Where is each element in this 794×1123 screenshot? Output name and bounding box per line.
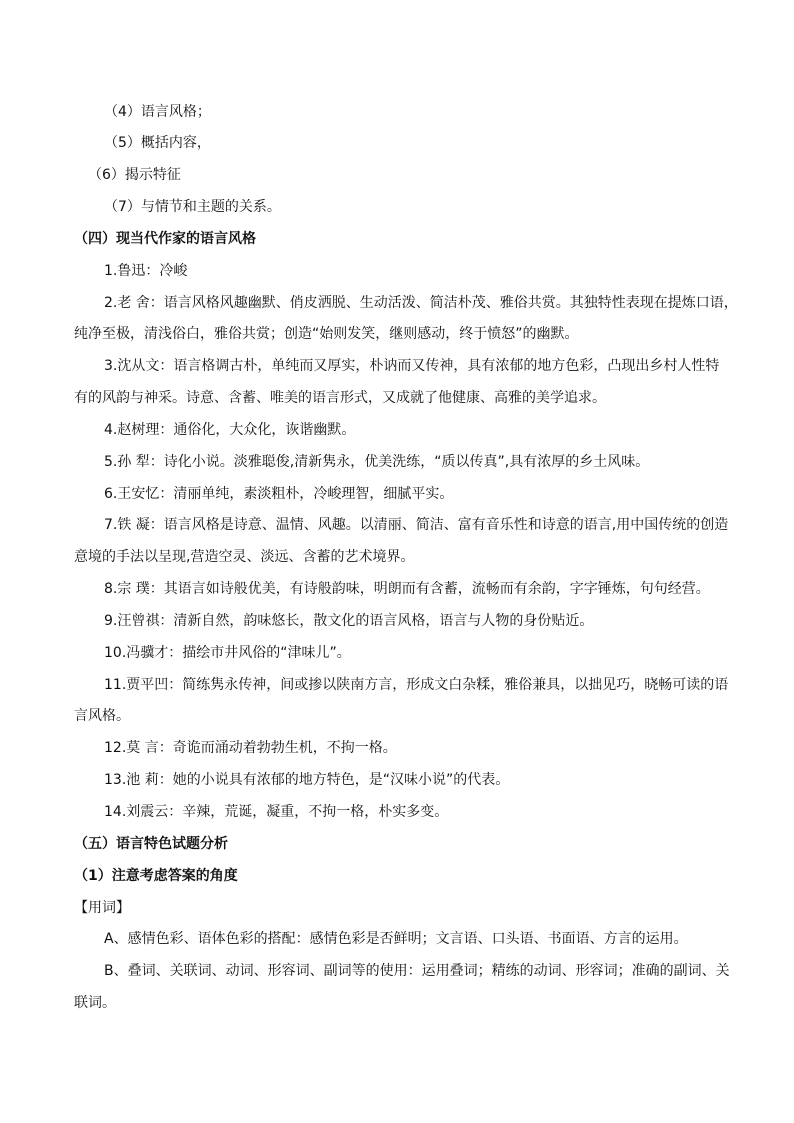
writer-lao-she-line1: 2.老 舍：语言风格风趣幽默、俏皮洒脱、生动活泼、简洁朴茂、雅俗共赏。其独特性表现在提炼口语，: [104, 295, 738, 311]
writer-zong-pu: 8.宗 璞：其语言如诗般优美，有诗般韵味，明朗而有含蓄，流畅而有余韵，字字锤炼，句句经营。: [104, 581, 710, 597]
writer-lao-she-line2: 纯净至极，清浅俗白，雅俗共赏；创造“始则发笑，继则感动，终于愤怒”的幽默。: [74, 326, 579, 342]
writer-mo-yan: 12.莫 言：奇诡而涌动着勃勃生机，不拘一格。: [104, 740, 397, 756]
writer-chi-li: 13.池 莉：她的小说具有浓郁的地方特色，是“汉味小说”的代表。: [104, 772, 510, 788]
intro-item-4: （4）语言风格；: [104, 104, 211, 120]
yongci-item-b-line2: 联词。: [74, 995, 116, 1011]
intro-item-5: （5）概括内容，: [104, 135, 211, 151]
writer-feng-jicai: 10.冯骥才：描绘市井风俗的“津味儿”。: [104, 645, 351, 661]
section-5-heading: （五）语言特色试题分析: [74, 836, 228, 852]
yongci-item-b-line1: B、叠词、关联词、动词、形容词、副词等的使用：运用叠词；精练的动词、形容词；准确的副词、关: [104, 963, 730, 979]
yongci-item-a: A、感情色彩、语体色彩的搭配：感情色彩是否鲜明；文言语、口头语、书面语、方言的运用。: [104, 931, 688, 947]
writer-jia-pingwa-line2: 言风格。: [74, 708, 130, 724]
intro-item-6: （6）揭示特征: [88, 167, 181, 183]
writer-shen-congwen-line2: 有的风韵与神采。诗意、含蓄、唯美的语言形式，又成就了他健康、高雅的美学追求。: [74, 390, 606, 406]
writer-jia-pingwa-line1: 11.贾平凹：简练隽永传神，间或掺以陕南方言，形成文白杂糅，雅俗兼具，以拙见巧，晓畅可读的语: [104, 677, 729, 693]
writer-wang-zengqi: 9.汪曾祺：清新自然，韵味悠长，散文化的语言风格，语言与人物的身份贴近。: [104, 613, 594, 629]
intro-item-7: （7）与情节和主题的关系。: [104, 199, 281, 215]
section-4-heading: （四）现当代作家的语言风格: [74, 231, 256, 247]
writer-lu-xun: 1.鲁迅：冷峻: [104, 263, 188, 279]
writer-tie-ning-line2: 意境的手法以呈现,营造空灵、淡远、含蓄的艺术境界。: [74, 549, 415, 565]
writer-liu-zhenyun: 14.刘震云：辛辣，荒诞，凝重，不拘一格，朴实多变。: [104, 804, 449, 820]
writer-wang-anyi: 6.王安忆：清丽单纯，素淡粗朴，冷峻理智，细腻平实。: [104, 486, 454, 502]
writer-sun-li: 5.孙 犁：诗化小说。淡雅聪俊,清新隽永，优美洗练，“质以传真”,具有浓厚的乡土风味。: [104, 454, 650, 470]
writer-shen-congwen-line1: 3.沈从文：语言格调古朴，单纯而又厚实，朴讷而又传神，具有浓郁的地方色彩，凸现出乡村人性特: [104, 358, 720, 374]
writer-tie-ning-line1: 7.铁 凝：语言风格是诗意、温情、风趣。以清丽、简洁、富有音乐性和诗意的语言,用中国传统的创造: [104, 517, 729, 533]
writer-zhao-shuli: 4.赵树理：通俗化，大众化，诙谐幽默。: [104, 422, 356, 438]
subsection-1-heading: （1）注意考虑答案的角度: [74, 868, 238, 884]
yongci-label: 【用词】: [74, 900, 130, 916]
